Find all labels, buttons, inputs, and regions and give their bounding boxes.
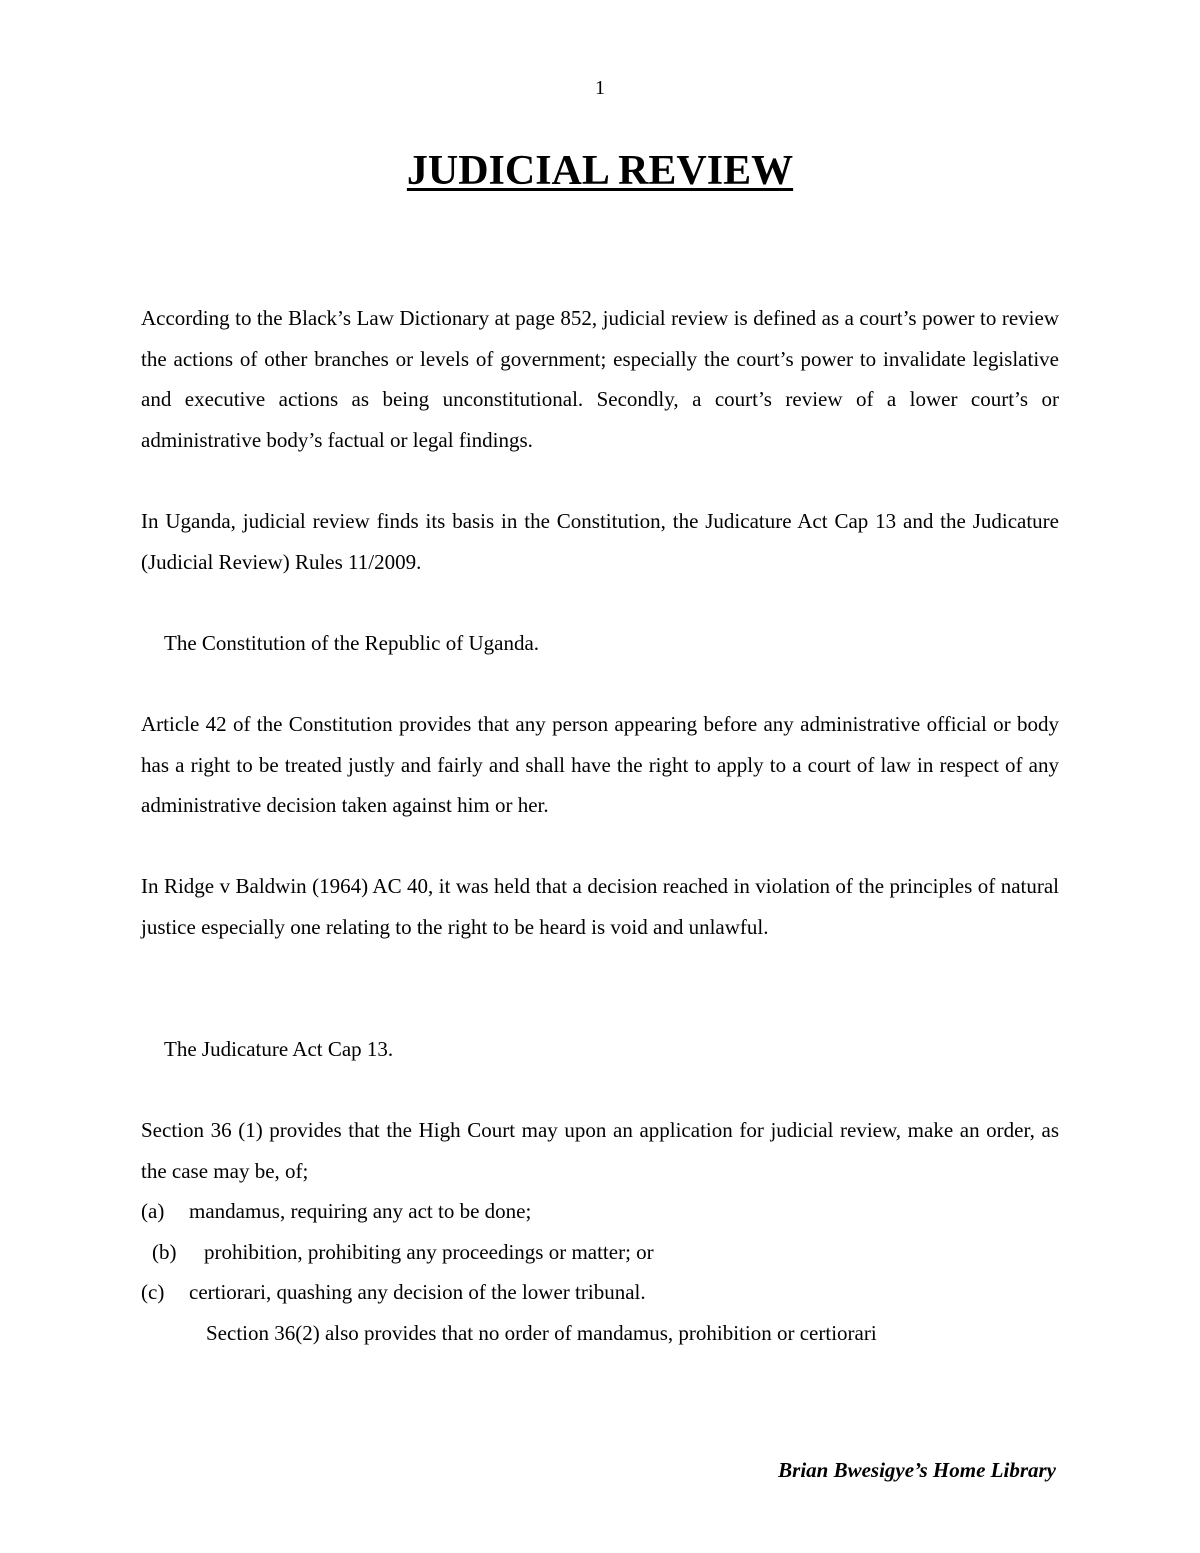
paragraph-definition: According to the Black’s Law Dictionary at page 852, judicial review is defined as a court’s power to review the actions of other branches or levels of government; especially the court’s power to invalidate legislative and executive actions as being unconstitutional. Secondly, a court’s review of a lower court’s or administrative body’s factual or legal findings.	[141, 306, 1059, 452]
list-item-text: prohibition, prohibiting any proceedings or matter; or	[204, 1240, 654, 1264]
list-item-marker: (b)	[152, 1240, 177, 1264]
list-item-text: certiorari, quashing any decision of the lower tribunal.	[189, 1280, 646, 1304]
list-item-marker: (c)	[141, 1280, 165, 1304]
document-title-text: JUDICIAL REVIEW	[406, 148, 794, 194]
list-item	[152, 1232, 654, 1273]
document-title	[0, 144, 1200, 198]
paragraph-article-42: Article 42 of the Constitution provides that any person appearing before any administrative official or body has a right to be treated justly and fairly and shall have the right to apply to a court of law in respect of any administrative decision taken against him or her.	[141, 712, 1059, 818]
section-heading-constitution: The Constitution of the Republic of Uganda.	[164, 631, 540, 655]
list-item-text: mandamus, requiring any act to be done;	[189, 1199, 532, 1223]
footer-library-credit: Brian Bwesigye’s Home Library	[778, 1458, 1056, 1482]
page-number: 1	[595, 77, 605, 99]
section-heading-judicature-act: The Judicature Act Cap 13.	[164, 1037, 394, 1061]
list-item-marker: (a)	[141, 1199, 165, 1223]
paragraph-section-36-2: Section 36(2) also provides that no order of mandamus, prohibition or certiorari	[206, 1321, 877, 1345]
list-item	[141, 1191, 531, 1232]
paragraph-section-36-1: Section 36 (1) provides that the High Court may upon an application for judicial review, make an order, as the case may be, of;	[141, 1118, 1059, 1183]
paragraph-uganda-basis: In Uganda, judicial review finds its basis in the Constitution, the Judicature Act Cap 13 and the Judicature (Judicial Review) Rules 11/2009.	[141, 509, 1059, 574]
list-item	[141, 1272, 646, 1313]
paragraph-ridge-v-baldwin: In Ridge v Baldwin (1964) AC 40, it was held that a decision reached in violation of the principles of natural justice especially one relating to the right to be heard is void and unlawful.	[141, 874, 1059, 939]
